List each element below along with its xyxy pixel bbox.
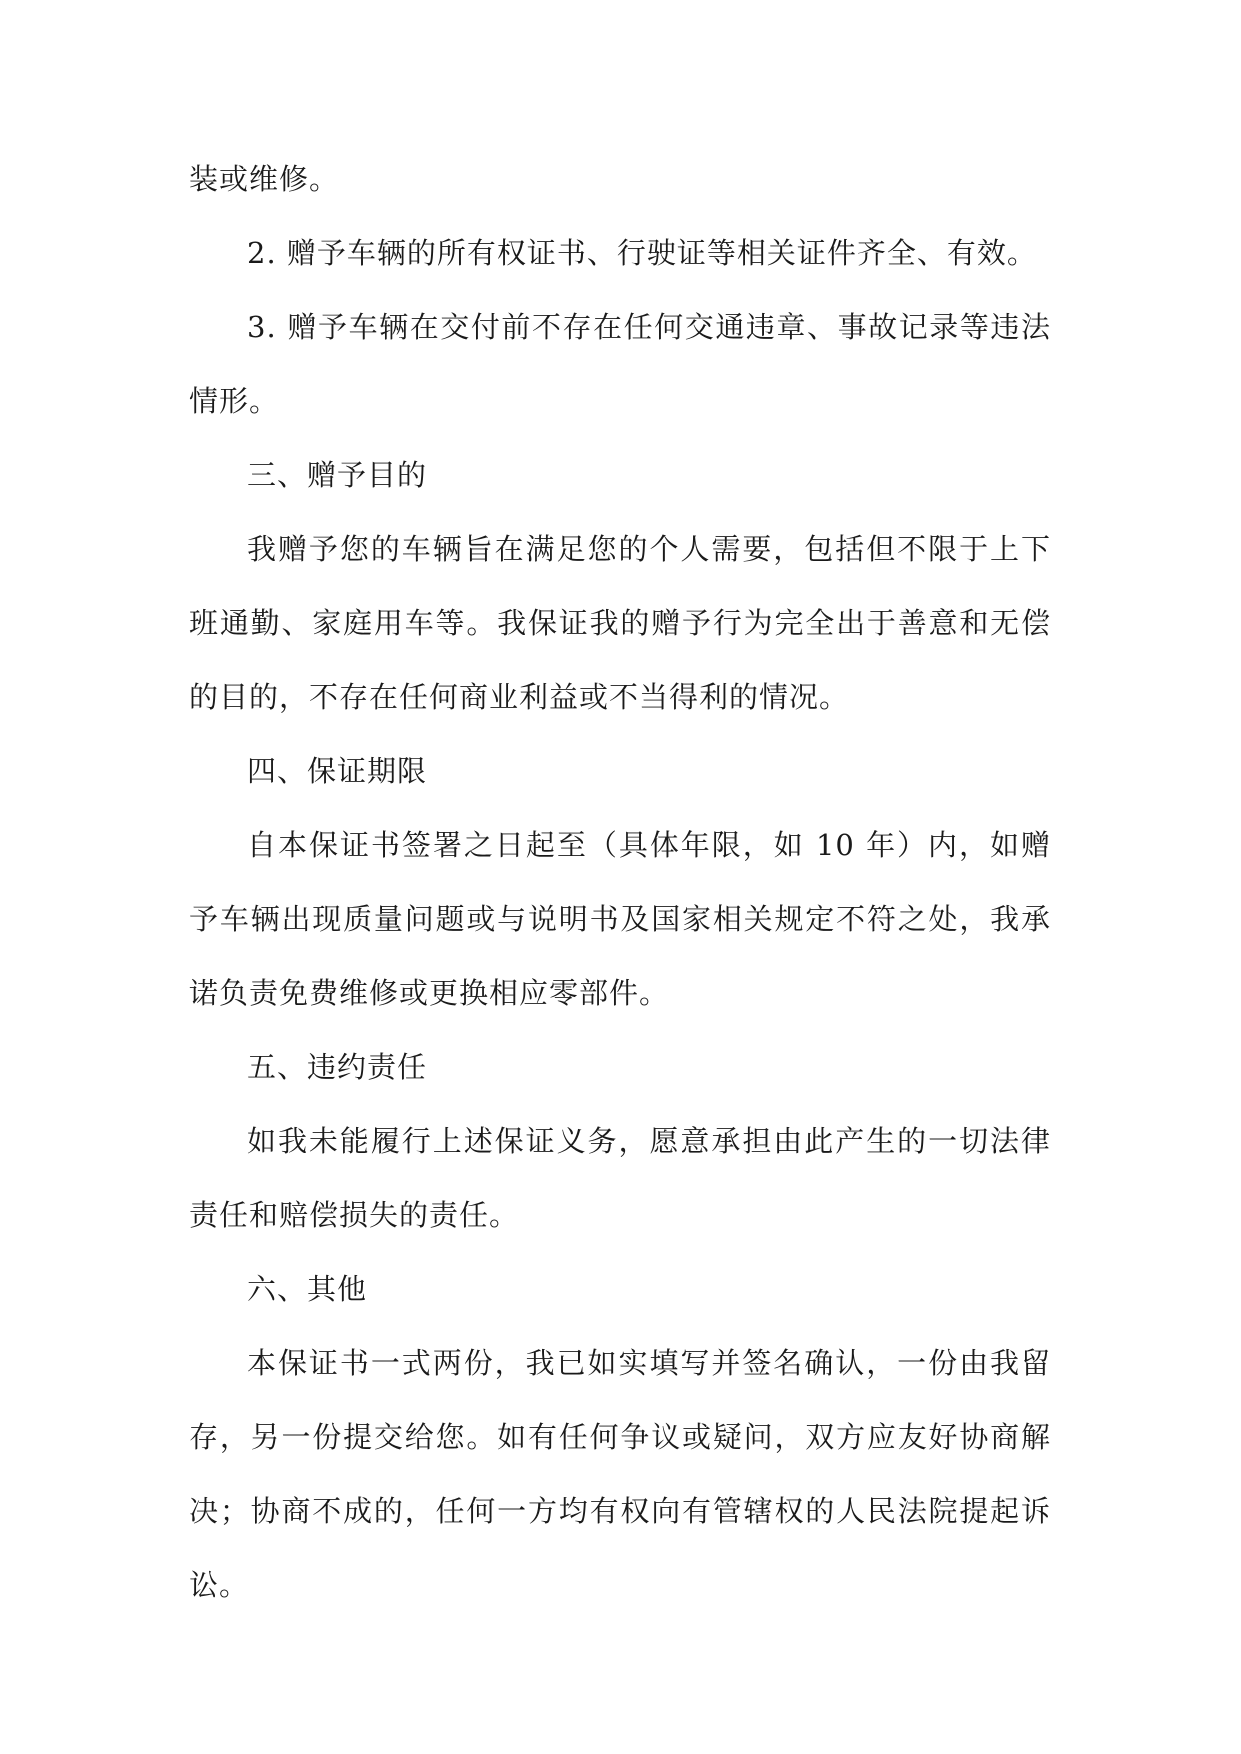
paragraph-warranty-period: 自本保证书签署之日起至（具体年限，如 10 年）内，如赠予车辆出现质量问题或与说明书及国家相关规定不符之处，我承诺负责免费维修或更换相应零部件。 <box>189 828 1051 1010</box>
document-body <box>189 142 1051 1622</box>
paragraph-purpose: 我赠予您的车辆旨在满足您的个人需要，包括但不限于上下班通勤、家庭用车等。我保证我的赠予行为完全出于善意和无偿的目的，不存在任何商业利益或不当得利的情况。 <box>189 532 1051 714</box>
section-heading-purpose: 三、赠予目的 <box>247 458 428 492</box>
section-heading-warranty-period: 四、保证期限 <box>247 754 428 788</box>
paragraph-continuation: 装或维修。 <box>189 162 340 196</box>
paragraph-item-2: 2. 赠予车辆的所有权证书、行驶证等相关证件齐全、有效。 <box>247 236 1037 270</box>
section-heading-other: 六、其他 <box>247 1272 368 1306</box>
section-heading-liability: 五、违约责任 <box>247 1050 428 1084</box>
paragraph-item-3: 3. 赠予车辆在交付前不存在任何交通违章、事故记录等违法情形。 <box>189 310 1051 418</box>
paragraph-other: 本保证书一式两份，我已如实填写并签名确认，一份由我留存，另一份提交给您。如有任何争议或疑问，双方应友好协商解决；协商不成的，任何一方均有权向有管辖权的人民法院提起诉讼。 <box>189 1346 1051 1602</box>
paragraph-liability: 如我未能履行上述保证义务，愿意承担由此产生的一切法律责任和赔偿损失的责任。 <box>189 1124 1051 1232</box>
